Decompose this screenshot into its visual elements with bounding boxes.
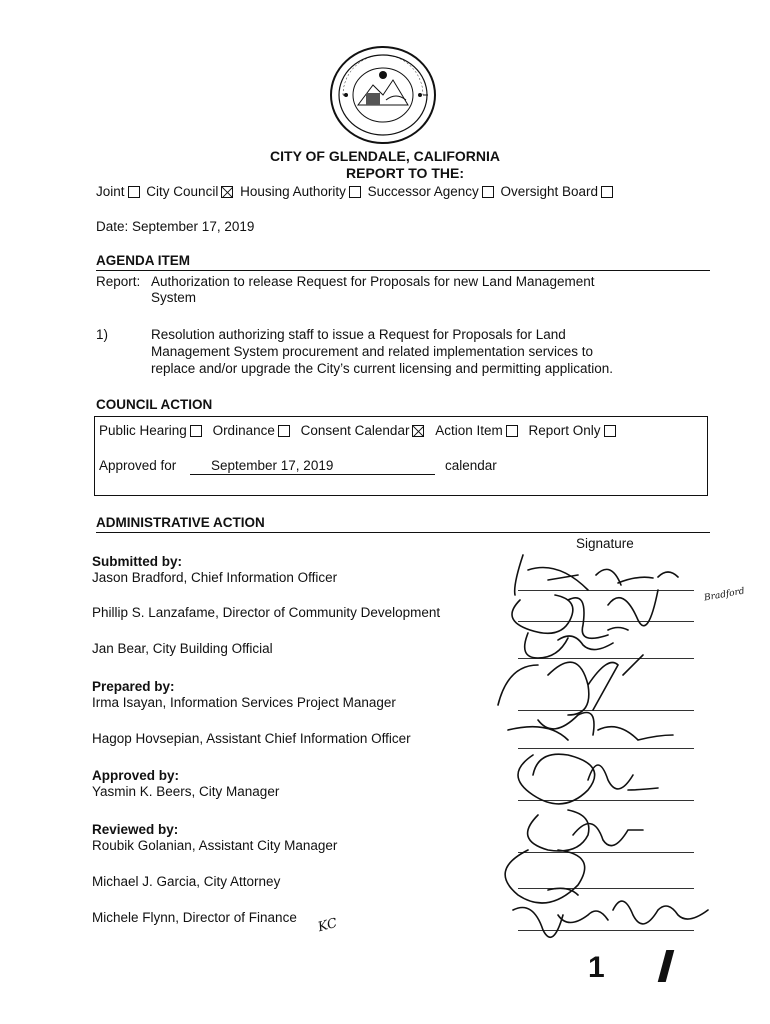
bodies-row	[96, 184, 616, 200]
report-label: Report:	[96, 274, 141, 289]
preparer-hovsepian: Hagop Hovsepian, Assistant Chief Information Officer	[92, 731, 411, 746]
opt-report-only-label: Report Only	[528, 423, 601, 438]
approved-for-label: Approved for	[99, 458, 177, 473]
reviewer-garcia: Michael J. Garcia, City Attorney	[92, 874, 281, 889]
item-text-line2: Management System procurement and related implementation services to	[151, 344, 593, 359]
body-successor-checkbox[interactable]	[482, 186, 494, 198]
report-date: Date: September 17, 2019	[96, 219, 255, 234]
approved-by-label: Approved by:	[92, 768, 180, 783]
body-housing-label: Housing Authority	[240, 184, 346, 199]
body-joint-checkbox[interactable]	[128, 186, 140, 198]
opt-public-hearing-label: Public Hearing	[99, 423, 187, 438]
item-number: 1)	[96, 327, 109, 342]
reviewer-golanian: Roubik Golanian, Assistant City Manager	[92, 838, 338, 853]
item-text-line1: Resolution authorizing staff to issue a Request for Proposals for Land	[151, 327, 566, 342]
reviewed-by-label: Reviewed by:	[92, 822, 179, 837]
city-seal	[328, 45, 438, 145]
opt-report-only-checkbox[interactable]	[604, 425, 616, 437]
submitter-bear: Jan Bear, City Building Official	[92, 641, 273, 656]
agenda-heading: AGENDA ITEM	[96, 253, 190, 268]
signature-annotation: Bradford	[703, 586, 746, 604]
council-options-row	[99, 423, 619, 439]
report-text-line2: System	[151, 290, 197, 305]
approved-date: September 17, 2019	[211, 458, 334, 473]
signature-label: Signature	[576, 536, 634, 551]
admin-rule	[96, 532, 710, 533]
council-heading: COUNCIL ACTION	[96, 397, 213, 412]
opt-public-hearing-checkbox[interactable]	[190, 425, 202, 437]
submitter-bradford: Jason Bradford, Chief Information Officer	[92, 570, 338, 585]
approver-beers: Yasmin K. Beers, City Manager	[92, 784, 280, 799]
admin-heading: ADMINISTRATIVE ACTION	[96, 515, 265, 530]
opt-action-label: Action Item	[435, 423, 503, 438]
body-housing-checkbox[interactable]	[349, 186, 361, 198]
submitter-lanzafame: Phillip S. Lanzafame, Director of Community Development	[92, 605, 441, 620]
body-oversight-label: Oversight Board	[500, 184, 599, 199]
agenda-rule	[96, 270, 710, 271]
preparer-isayan: Irma Isayan, Information Services Project Manager	[92, 695, 396, 710]
opt-action-checkbox[interactable]	[506, 425, 518, 437]
body-council-checkbox[interactable]	[221, 186, 233, 198]
opt-consent-label: Consent Calendar	[300, 423, 410, 438]
page-number: 1	[588, 951, 605, 984]
body-successor-label: Successor Agency	[367, 184, 479, 199]
opt-ordinance-label: Ordinance	[212, 423, 275, 438]
reviewer-flynn: Michele Flynn, Director of Finance	[92, 910, 297, 925]
body-oversight-checkbox[interactable]	[601, 186, 613, 198]
report-to-title: REPORT TO THE:	[346, 165, 464, 181]
city-title: CITY OF GLENDALE, CALIFORNIA	[270, 148, 500, 164]
calendar-label: calendar	[445, 458, 497, 473]
handwritten-signatures	[488, 545, 748, 965]
body-joint-label: Joint	[96, 184, 125, 199]
council-action-box	[94, 416, 708, 496]
opt-ordinance-checkbox[interactable]	[278, 425, 290, 437]
submitted-by-label: Submitted by:	[92, 554, 182, 569]
body-council-label: City Council	[146, 184, 219, 199]
prepared-by-label: Prepared by:	[92, 679, 175, 694]
approved-date-underline	[190, 474, 435, 475]
report-text-line1: Authorization to release Request for Proposals for new Land Management	[151, 274, 595, 289]
opt-consent-checkbox[interactable]	[412, 425, 424, 437]
item-text-line3: replace and/or upgrade the City’s current licensing and permitting application.	[151, 361, 614, 376]
initials-kc: KC	[316, 915, 339, 936]
